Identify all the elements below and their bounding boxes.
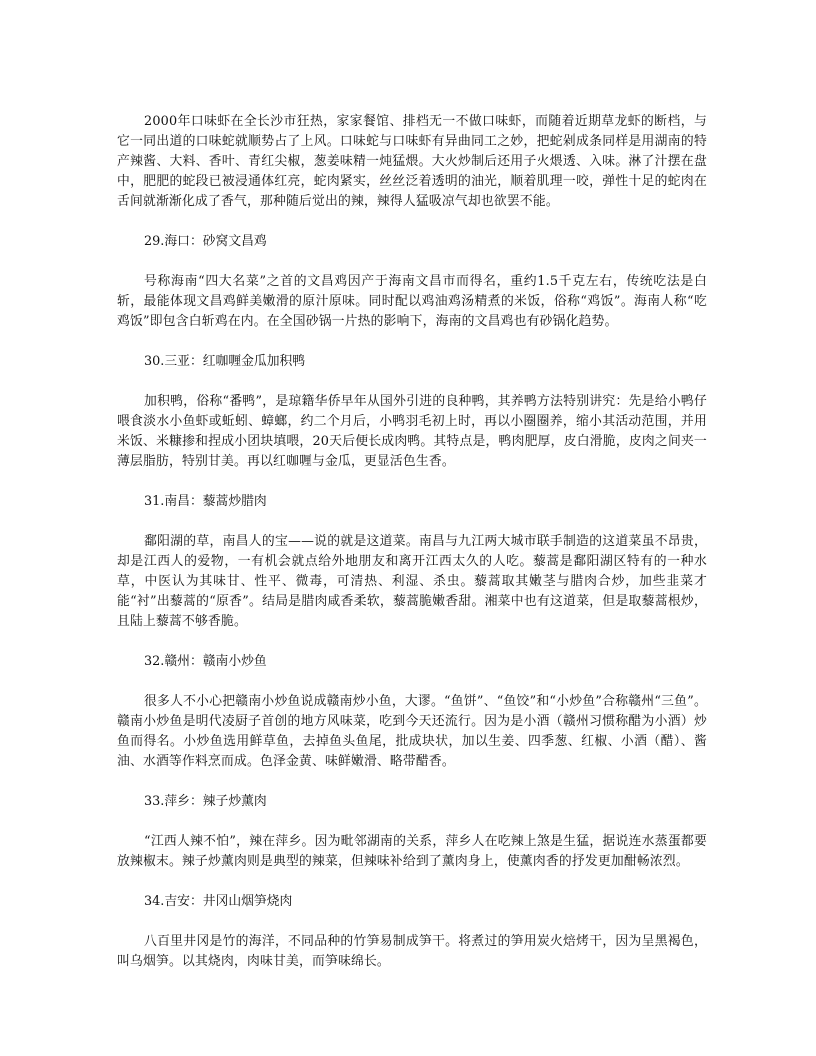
paragraph-gannan-fish: 很多人不小心把赣南小炒鱼说成赣南炒小鱼，大谬。“鱼饼”、“鱼饺”和“小炒鱼”合称赣州“三鱼”。赣南小炒鱼是明代凌厨子首创的地方风味菜，吃到今天还流行。因为是小酒（赣州习惯称醋为小酒）炒鱼而得名。小炒鱼选用鲜草鱼，去掉鱼头鱼尾，批成块状，加以生姜、四季葱、红椒、小酒（醋）、酱油、水酒等作料烹而成。色泽金黄、味鲜嫩滑、略带醋香。: [117, 694, 707, 769]
paragraph-jiaji-duck: 加积鸭，俗称“番鸭”，是琼籍华侨早年从国外引进的良种鸭，其养鸭方法特别讲究：先是给小鸭仔喂食淡水小鱼虾或蚯蚓、蟑螂，约二个月后，小鸭羽毛初上时，再以小圈圈养，缩小其活动范围，并用米饭、米糠掺和捏成小团块填喂，20天后便长成肉鸭。其特点是，鸭肉肥厚，皮白滑脆，皮肉之间夹一薄层脂肪，特别甘美。再以红咖喱与金瓜，更显活色生香。: [117, 394, 707, 469]
spacer: [117, 872, 707, 892]
spacer: [117, 512, 707, 532]
paragraph-smoked-pork: “江西人辣不怕”，辣在萍乡。因为毗邻湖南的关系，萍乡人在吃辣上煞是生猛，据说连水蒸蛋都要放辣椒末。辣子炒薰肉则是典型的辣菜，但辣味补给到了薰肉身上，使薰肉香的抒发更加酣畅浓烈。: [117, 834, 707, 869]
document-page: [117, 112, 707, 972]
spacer: [117, 372, 707, 392]
spacer: [117, 772, 707, 792]
paragraph-lihao-bacon: 鄱阳湖的草，南昌人的宝——说的就是这道菜。南昌与九江两大城市联手制造的这道菜虽不昂贵，却是江西人的爱物，一有机会就点给外地朋友和离开江西太久的人吃。藜蒿是鄱阳湖区特有的一种水草，中医认为其味甘、性平、微毒，可清热、利湿、杀虫。藜蒿取其嫩茎与腊肉合炒，加些韭菜才能“衬”出藜蒿的“原香”。结局是腊肉咸香柔软，藜蒿脆嫩香甜。湘菜中也有这道菜，但是取藜蒿根炒，且陆上藜蒿不够香脆。: [117, 534, 707, 629]
spacer: [117, 332, 707, 352]
heading-haikou: 29.海口：砂窝文昌鸡: [144, 234, 267, 249]
heading-sanya: 30.三亚：红咖喱金瓜加积鸭: [144, 354, 306, 369]
paragraph-wenchang-chicken: 号称海南“四大名菜”之首的文昌鸡因产于海南文昌市而得名，重约1.5千克左右，传统吃法是白斩，最能体现文昌鸡鲜美嫩滑的原汁原味。同时配以鸡油鸡汤精煮的米饭，俗称“鸡饭”。海南人称“吃鸡饭”即包含白斩鸡在内。在全国砂锅一片热的影响下，海南的文昌鸡也有砂锅化趋势。: [117, 274, 707, 329]
spacer: [117, 252, 707, 272]
spacer: [117, 812, 707, 832]
heading-jian: 34.吉安：井冈山烟笋烧肉: [144, 894, 293, 909]
spacer: [117, 672, 707, 692]
spacer: [117, 472, 707, 492]
spacer: [117, 212, 707, 232]
heading-ganzhou: 32.赣州：赣南小炒鱼: [144, 654, 267, 669]
heading-nanchang: 31.南昌：藜蒿炒腊肉: [144, 494, 267, 509]
paragraph-spicy-snake: 2000年口味虾在全长沙市狂热，家家餐馆、排档无一不做口味虾，而随着近期草龙虾的断档，与它一同出道的口味蛇就顺势占了上风。口味蛇与口味虾有异曲同工之妙，把蛇剁成条同样是用湖南的特产辣酱、大料、香叶、青红尖椒，葱姜味精一炖猛煨。大火炒制后还用子火煨透、入味。淋了汁摆在盘中，肥肥的蛇段已被浸通体红亮，蛇肉紧实，丝丝泛着透明的油光，顺着肌理一咬，弹性十足的蛇肉在舌间就渐渐化成了香气，那种随后觉出的辣，辣得人猛吸凉气却也欲罢不能。: [117, 114, 707, 209]
spacer: [117, 912, 707, 932]
paragraph-bamboo-shoot-pork: 八百里井冈是竹的海洋，不同品种的竹笋易制成笋干。将煮过的笋用炭火焙烤干，因为呈黑褐色，叫乌烟笋。以其烧肉，肉味甘美，而笋味绵长。: [117, 934, 707, 969]
spacer: [117, 632, 707, 652]
heading-pingxiang: 33.萍乡：辣子炒薰肉: [144, 794, 267, 809]
